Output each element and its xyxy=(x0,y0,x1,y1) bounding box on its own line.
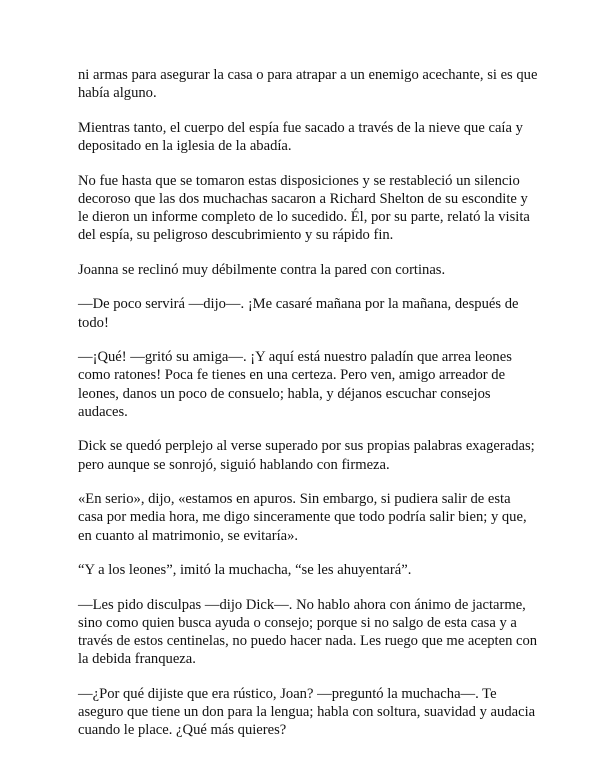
paragraph-4: Joanna se reclinó muy débilmente contra la pared con cortinas. xyxy=(78,261,446,278)
paragraph-3: No fue hasta que se tomaron estas disposiciones y se restableció un silencio decoroso que las dos muchachas sacaron a Richard Shelton de su escondite y le dieron un informe completo de lo sucedido. Él, por su parte, relató la visita del espía, su peligroso descubrimiento y su rápido fin. xyxy=(78,172,530,244)
paragraph-8: «En serio», dijo, «estamos en apuros. Sin embargo, si pudiera salir de esta casa por media hora, me digo sinceramente que todo podría salir bien; y que, en cuanto al matrimonio, se evitaría». xyxy=(78,491,527,544)
paragraph-11: —¿Por qué dijiste que era rústico, Joan? —preguntó la muchacha—. Te aseguro que tiene un don para la lengua; habla con soltura, suavidad y audacia cuando le place. ¿Qué más quieres? xyxy=(78,685,536,739)
paragraph-10: —Les pido disculpas —dijo Dick—. No hablo ahora con ánimo de jactarme, sino como quien busca ayuda o consejo; porque si no salgo de esta casa y a través de estos centinelas, no puedo hacer nada. Les ruego que me acepten con la debida franqueza. xyxy=(78,596,538,668)
paragraph-1: ni armas para asegurar la casa o para atrapar a un enemigo acechante, si es que había alguno. xyxy=(78,67,538,102)
document-page xyxy=(78,66,538,756)
paragraph-5: —De poco servirá —dijo—. ¡Me casaré mañana por la mañana, después de todo! xyxy=(78,296,519,331)
paragraph-2: Mientras tanto, el cuerpo del espía fue sacado a través de la nieve que caía y depositado en la iglesia de la abadía. xyxy=(78,119,523,154)
paragraph-9: “Y a los leones”, imitó la muchacha, “se les ahuyentará”. xyxy=(78,562,412,579)
paragraph-6: —¡Qué! —gritó su amiga—. ¡Y aquí está nuestro paladín que arrea leones como ratones! Poca fe tienes en una certeza. Pero ven, amigo arreador de leones, danos un poco de consuelo; habla, y déjanos escuchar consejos audaces. xyxy=(78,349,512,420)
paragraph-7: Dick se quedó perplejo al verse superado por sus propias palabras exageradas; pero aunque se sonrojó, siguió hablando con firmeza. xyxy=(78,438,535,473)
